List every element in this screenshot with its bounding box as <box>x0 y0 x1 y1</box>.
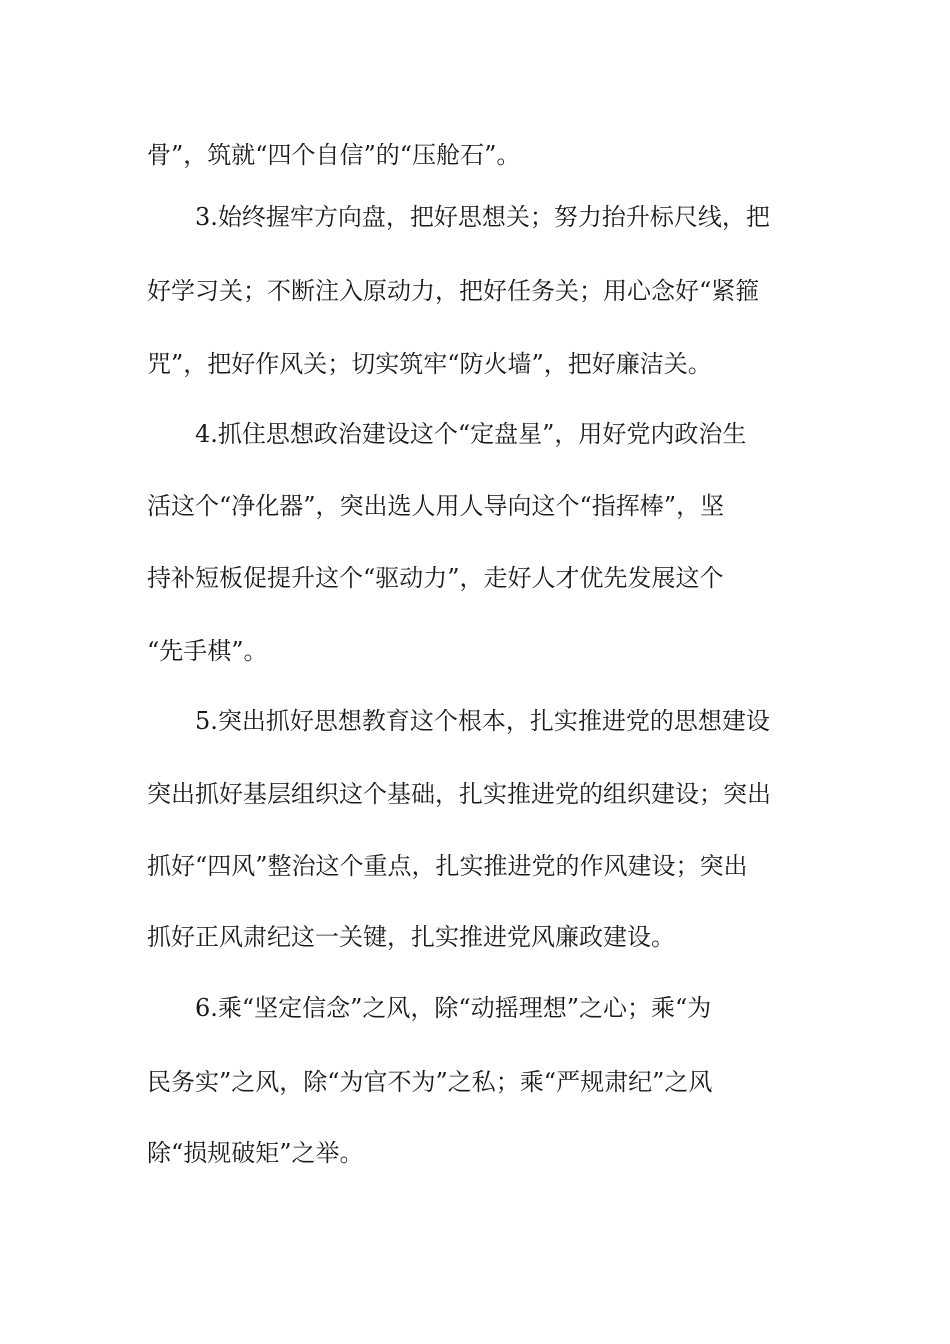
text-line: 民务实”之风，除“为官不为”之私；乘“严规肃纪”之风 <box>147 1068 713 1096</box>
text-line: “先手棋”。 <box>147 637 268 665</box>
text-line: 活这个“净化器”，突出选人用人导向这个“指挥棒”，坚 <box>147 492 725 520</box>
text-line: 4.抓住思想政治建设这个“定盘星”，用好党内政治生 <box>195 420 747 448</box>
text-line: 持补短板促提升这个“驱动力”，走好人才优先发展这个 <box>147 564 724 592</box>
text-line: 3.始终握牢方向盘，把好思想关；努力抬升标尺线，把 <box>195 203 770 231</box>
text-line: 好学习关；不断注入原动力，把好任务关；用心念好“紧箍 <box>147 277 760 305</box>
text-line: 6.乘“坚定信念”之风，除“动摇理想”之心；乘“为 <box>195 994 712 1022</box>
text-line: 骨”，筑就“四个自信”的“压舱石”。 <box>147 141 521 169</box>
text-line: 咒”，把好作风关；切实筑牢“防火墙”，把好廉洁关。 <box>147 350 712 378</box>
text-line: 除“损规破矩”之举。 <box>147 1139 364 1167</box>
text-line: 抓好正风肃纪这一关键，扎实推进党风廉政建设。 <box>147 923 675 951</box>
text-line: 突出抓好基层组织这个基础，扎实推进党的组织建设；突出 <box>147 780 771 808</box>
text-line: 抓好“四风”整治这个重点，扎实推进党的作风建设；突出 <box>147 852 748 880</box>
text-line: 5.突出抓好思想教育这个根本，扎实推进党的思想建设 <box>195 707 770 735</box>
